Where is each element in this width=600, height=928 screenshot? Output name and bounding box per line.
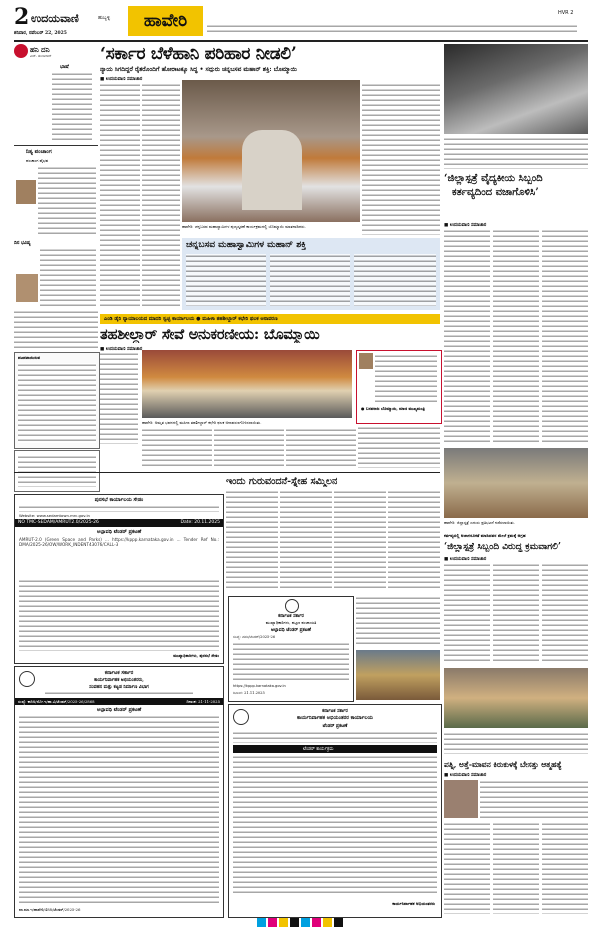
ad3-date: ದಿನಾಂಕ: 21.11.2025: [233, 691, 265, 695]
ad1-ref: NO TMC-SEDAM/AMRUT2.0/2025-26: [18, 520, 99, 525]
sidebar-ad-lines: [18, 363, 96, 443]
logo-text: ಹನಿ ದನಿ: [30, 45, 50, 54]
ad1-sign: ಮುಖ್ಯಾಧಿಕಾರಿಗಳು, ಪುರಸಭೆ ಸೇಡಂ: [173, 653, 219, 658]
sidebar-box-2: [14, 450, 100, 492]
top-story-box: [182, 238, 440, 310]
ad4-table-title: ಟೆಂಡರ್ ಕಾರ್ಯಕ್ರಮ: [303, 747, 334, 752]
banner-kicker-bar: [100, 314, 440, 324]
quote-author: ● ಬಸವರಾಜ ಬೊಮ್ಮಾಯಿ, ಮಾಜಿ ಮುಖ್ಯಮಂತ್ರಿ: [361, 406, 425, 411]
paper-name: ಉದಯವಾಣಿ: [31, 12, 79, 25]
date-line: ಶನಿವಾರ, ನವೆಂಬರ್ 22, 2025: [14, 31, 67, 36]
masthead-left: [14, 4, 124, 38]
right3-col-top: [480, 780, 588, 820]
banner-col-5: [358, 426, 440, 468]
quote-photo: [359, 353, 373, 369]
sidebar-box-2-lines: [18, 455, 96, 487]
masthead-ticker: [207, 24, 577, 32]
section2-title: ದಿನ ಭವಿಷ್ಯ: [14, 241, 31, 246]
right-story1-headline-2: ಕರ್ತವ್ಯದಿಂದ ವಜಾಗೊಳಿಸಿ’: [452, 187, 539, 198]
photo-figure: [242, 130, 302, 210]
right1-col-1: [444, 229, 490, 444]
page-number: 2: [14, 4, 30, 30]
mid-col-3: [334, 490, 386, 590]
top-story-photo: [182, 80, 360, 222]
right-story3-headline: ಪತ್ನಿ, ಅತ್ತೆ-ಮಾವನ ಕಿರುಕುಳಕ್ಕೆ ಬೇಸತ್ತು ಆತ್ಮಹತ್ಯೆ: [444, 760, 562, 769]
panchanga-sub: ಪಂಚಾಂಗ ವೈಭವ: [26, 158, 49, 163]
ad1-lines: [19, 579, 219, 651]
box-col-1: [186, 254, 266, 306]
yellow-swatch-2: [323, 918, 332, 927]
ad3-website: https://kppp.karnataka.gov.in: [233, 684, 286, 688]
tender-ad-2: [14, 666, 224, 918]
ad2-address: [45, 691, 193, 696]
hani-dani-logo: [14, 44, 62, 60]
banner-col-3: [214, 428, 284, 468]
middle-story-photo: [356, 650, 440, 700]
banner-quote-box: [356, 350, 442, 424]
right-story1-headline-box: [444, 172, 588, 220]
ad1-org: ಪುರಸಭೆ ಕಾರ್ಯಾಲಯ ಸೇಡಂ: [94, 497, 144, 503]
ad2-ref-bar: [15, 698, 223, 705]
right-story2-photo: [444, 668, 588, 728]
top-story-col-2: [142, 83, 180, 308]
ad2-lines: [19, 715, 219, 903]
ad3-title: ಅಲ್ಪಾವಧಿ ಟೆಂಡರ್ ಪ್ರಕಟಣೆ: [271, 628, 311, 633]
right-story2-kicker-box: [444, 532, 588, 540]
ad4-dept: ಕಾರ್ಯನಿರ್ವಾಹಕ ಅಭಿಯಂತರರ ಕಾರ್ಯಾಲಯ: [297, 715, 373, 721]
right-story3-dateline: ■ ಉದಯವಾಣಿ ಸಮಾಚಾರ: [444, 773, 487, 778]
masthead-rule: [14, 40, 588, 42]
black-swatch-2: [334, 918, 343, 927]
section-title: ಹಾವೇರಿ: [143, 11, 188, 31]
ad1-body: AMRUT-2.0 (Green Space and Parks) ... https://kppp.karnataka.gov.in ... Tender Ref No.: DMA/2025-26/OW/WORK_INDENT43076/CALL-3: [19, 537, 219, 548]
right-story2-kicker: ಕರ್ತವ್ಯದಲ್ಲಿ ಅಜಾಗರೂಕತೆ ಮಾಡಿದವರ ಮೇಲೆ ಕ್ರಮಕ್ಕೆ ಆಗ್ರಹ: [444, 533, 526, 538]
banner-dateline: ■ ಉದಯವಾಣಿ ಸಮಾಚಾರ: [100, 347, 143, 352]
logo-mark-icon: [14, 44, 28, 58]
ad1-title: ಅಲ್ಪಾವಧಿ ಟೆಂಡರ್ ಪ್ರಕಟಣೆ: [96, 529, 142, 535]
bhavishya-text: [40, 248, 96, 308]
ad3-ref: ಸಂಖ್ಯೆ: ಪಪಂ/ಟೆಂಡರ್/2025-26: [233, 635, 276, 639]
edition-tag: ಹುಬ್ಬಳ್ಳಿ: [98, 15, 111, 21]
section-title-box: [128, 6, 203, 36]
ad3-dept: ಮುಖ್ಯಾಧಿಕಾರಿಗಳು, ಪಟ್ಟಣ ಪಂಚಾಯತಿ: [265, 620, 317, 625]
panchanga-title: ನಿತ್ಯ ಪಂಚಾಂಗ: [26, 149, 52, 155]
right2-col-3: [542, 563, 588, 663]
banner-headline: ತಹಶೀಲ್ದಾರ್ ಸೇವೆ ಅನುಕರಣೀಯ: ಬೊಮ್ಮಾಯಿ: [100, 326, 320, 343]
columnist-photo-2: [16, 274, 38, 302]
right3-col-2: [493, 822, 539, 914]
ad2-ref: ಸಂಖ್ಯೆ: ಕಾನಿಅ/ಲೋ.ಇ/ಹಾ.ವಿ/ಟೆಂಡರ್/2025-26/2868: [18, 699, 95, 704]
ad1-ref-bar: [15, 519, 223, 527]
cyan-swatch-2: [301, 918, 310, 927]
mid-col-2: [280, 490, 332, 590]
magenta-swatch-2: [312, 918, 321, 927]
right-story2-dateline: ■ ಉದಯವಾಣಿ ಸಮಾಚಾರ: [444, 557, 487, 562]
tender-ad-3: [228, 596, 354, 702]
ad2-org: ಕರ್ನಾಟಕ ಸರ್ಕಾರ: [104, 670, 134, 676]
mid-col-4: [388, 490, 440, 590]
poem-text: [52, 72, 92, 142]
banner-photo-caption: ಹಾವೇರಿ: ಅಮೃತ ಭವನದಲ್ಲಿ ಮಹಿಳಾ ತಹಶೀಲ್ದಾರ್ ಕಛೇರಿ ಫಲಕ ಅನಾವರಣಗೊಳಿಸಲಾಯಿತು.: [142, 420, 262, 425]
sidebar-ad-box: [14, 352, 100, 449]
right2-caption: [444, 732, 588, 754]
right-story1-caption: [444, 137, 588, 169]
ad4-table-head: [233, 745, 437, 753]
top-story-headline: ‘ಸರ್ಕಾರ ಬೆಳೆಹಾನಿ ಪರಿಹಾರ ನೀಡಲಿ’: [100, 44, 297, 64]
ad2-title: ಅಲ್ಪಾವಧಿ ಟೆಂಡರ್ ಪ್ರಕಟಣೆ: [96, 707, 142, 713]
sidebar-divider: [14, 145, 98, 146]
right-story1-photo-2: [444, 448, 588, 518]
top-story-col-1: [100, 83, 140, 308]
page-code: HVR 2: [558, 10, 574, 16]
top-story-photo-caption: ಹಾವೇರಿ: ಚನ್ನಬಸವ ಮಹಾಸ್ವಾಮಿಗಳ ಪುಣ್ಯಸ್ಮರಣೆ ಕಾರ್ಯಕ್ರಮದಲ್ಲಿ ಬೊಮ್ಮಾಯಿ ಮಾತನಾಡಿದರು.: [182, 224, 306, 229]
poem-title: ಭಾಷೆ: [60, 64, 69, 70]
ad2-dept: ಕಾರ್ಯನಿರ್ವಾಹಕ ಅಭಿಯಂತರರು,: [94, 678, 144, 683]
cyan-swatch: [257, 918, 266, 927]
ad2-footer: ವಾ.ಮಾ.ಇ/ಹಾವೇರಿ/488/ಟೆಂಡರ್/2025-26: [19, 907, 81, 912]
ad3-lines: [233, 642, 349, 682]
ad4-title: ಟೆಂಡರ್ ಪ್ರಕಟಣೆ: [322, 724, 348, 729]
top-story-subheadline: ನ್ಯಾಯ ಸಿಗದಿದ್ದರೆ ರೈತರೊಂದಿಗೆ ಹೋರಾಟಕ್ಕೂ ಸಿದ್ಧ • ಸದ್ಗುರು ಚನ್ನಬಸವ ಮಹಾನ್ ಶಕ್ತಿ: ಬೊಮ್ಮಾಯಿ: [100, 66, 297, 73]
banner-col-1: [100, 352, 138, 444]
ad4-intro: [233, 731, 437, 743]
top-story-dateline: ■ ಉದಯವಾಣಿ ಸಮಾಚಾರ: [100, 77, 143, 82]
top-story-col-3: [362, 83, 440, 235]
logo-sub: ಎಚ್. ಡುಂಡಿರಾಜ್: [30, 54, 52, 58]
quote-text: [375, 354, 437, 402]
yellow-swatch: [279, 918, 288, 927]
mid-col-5: [356, 596, 440, 646]
ad2-date: ದಿನಾಂಕ: 21-11-2025: [186, 699, 220, 704]
right2-col-2: [493, 563, 539, 663]
top-story-box-headline: ಚನ್ನಬಸವ ಮಹಾಸ್ವಾಮಿಗಳ ಮಹಾನ್ ಶಕ್ತಿ: [186, 240, 307, 250]
box-col-2: [270, 254, 350, 306]
right-story2-headline: ‘ಜಿಲ್ಲಾಸ್ಪತ್ರೆ ಸಿಬ್ಬಂದಿ ವಿರುದ್ಧ ಕ್ರಮವಾಗಲಿ’: [444, 542, 561, 552]
govt-emblem-icon: [285, 599, 299, 613]
ad4-footer: ಕಾರ್ಯನಿರ್ವಾಹಕ ಅಭಿಯಂತರರು: [392, 901, 435, 906]
right3-col-3: [542, 822, 588, 914]
mid-rule: [14, 472, 440, 473]
right-story1-dateline: ■ ಉದಯವಾಣಿ ಸಮಾಚಾರ: [444, 223, 487, 228]
banner-col-2: [142, 428, 212, 468]
tender-ad-1: [14, 494, 224, 664]
magenta-swatch: [268, 918, 277, 927]
sidebar-text-3: [14, 310, 98, 348]
right2-col-1: [444, 563, 490, 663]
ad4-org: ಕರ್ನಾಟಕ ಸರ್ಕಾರ: [322, 709, 348, 714]
right3-col-1: [444, 822, 490, 914]
mid-col-1: [226, 490, 278, 590]
right-story1-photo: [444, 44, 588, 134]
right1-col-3: [542, 229, 588, 444]
right-story3-photo: [444, 780, 478, 818]
box-col-3: [354, 254, 436, 306]
columnist-photo: [16, 180, 36, 204]
sidebar-ad-title: ಪಟಪಟಾಯಿಸುವ: [18, 355, 41, 360]
ad4-lines: [233, 755, 437, 895]
black-swatch: [290, 918, 299, 927]
middle-story-headline: ಇಂದು ಗುರುವಂದನೆ-ಸ್ನೇಹ ಸಮ್ಮಿಲನ: [226, 476, 338, 487]
banner-col-4: [286, 428, 356, 468]
ad1-website: Website: www.sedamtown.mrc.gov.in: [19, 513, 90, 518]
right-story1-headline-1: ‘ಜಿಲ್ಲಾಸ್ಪತ್ರೆ ವೈದ್ಯಕೀಯ ಸಿಬ್ಬಂದಿ: [444, 173, 543, 184]
ad1-date: Date: 20.11.2025: [180, 520, 220, 525]
banner-kicker: ಎಂಡಿ ಡೈರಿ ನ್ಯಾಯಾಲಯದ ಮಾದರಿ ಸ್ವಚ್ಛ ಕಾರ್ಯಾಲಯ ● ಮಹಿಳಾ ತಹಶೀಲ್ದಾರ್ ಕಛೇರಿ ಫಲಕ ಅನಾವರಣ: [104, 316, 278, 322]
tender-ad-4: [228, 704, 442, 918]
masthead-ad-strip: [203, 6, 588, 36]
ad3-org: ಕರ್ನಾಟಕ ಸರ್ಕಾರ: [278, 614, 304, 619]
right1-col-2: [493, 229, 539, 444]
ad1-address: [19, 505, 219, 512]
right-story1-photo-caption: ಹಾವೇರಿ: ಜಿಲ್ಲಾಸ್ಪತ್ರೆ ಎದುರು ಪ್ರತಿಭಟನೆ ನಡೆಸಲಾಯಿತು.: [444, 520, 516, 525]
banner-photo: [142, 350, 352, 418]
panchanga-text: [38, 166, 96, 236]
ad2-subdept: ಸಂವಹನ ಮತ್ತು ಕಟ್ಟಡ ನಿರ್ಮಾಣ ವಿಭಾಗ: [89, 685, 149, 690]
color-registration-strip: [150, 918, 450, 927]
